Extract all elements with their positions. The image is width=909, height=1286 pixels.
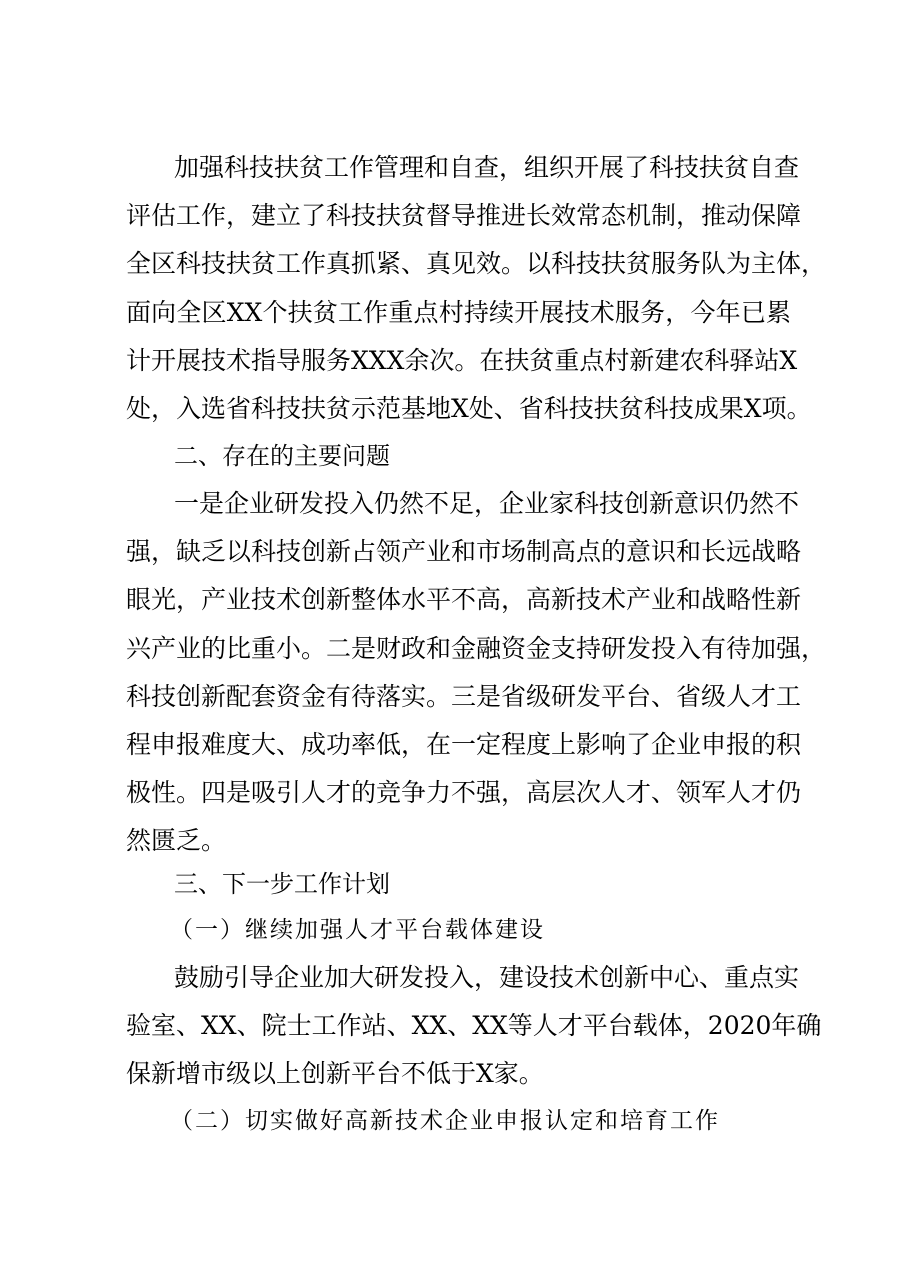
paragraph-line: 程申报难度大、成功率低，在一定程度上影响了企业申报的积: [126, 730, 802, 759]
section-heading: 三、下一步工作计划: [174, 870, 390, 898]
paragraph-line: 鼓励引导企业加大研发投入，建设技术创新中心、重点实: [174, 963, 800, 992]
paragraph-line: 兴产业的比重小。二是财政和金融资金支持研发投入有待加强，: [126, 634, 827, 663]
paragraph-line: 极性。四是吸引人才的竞争力不强，高层次人才、领军人才仍: [126, 778, 802, 807]
paragraph-line: 一是企业研发投入仍然不足，企业家科技创新意识仍然不: [174, 489, 800, 518]
paragraph-line: 评估工作，建立了科技扶贫督导推进长效常态机制，推动保障: [126, 201, 802, 230]
paragraph-line: 全区科技扶贫工作真抓紧、真见效。以科技扶贫服务队为主体，: [126, 249, 827, 278]
paragraph-line: 验室、XX、院士工作站、XX、XX等人才平台载体，2020年确: [126, 1011, 822, 1040]
paragraph-line: 面向全区XX个扶贫工作重点村持续开展技术服务，今年已累: [126, 298, 791, 327]
paragraph-line: 然匮乏。: [126, 826, 227, 855]
subsection-heading: （二）切实做好高新技术企业申报认定和培育工作: [170, 1108, 720, 1134]
paragraph-line: 计开展技术指导服务XXX余次。在扶贫重点村新建农科驿站X: [126, 346, 798, 375]
paragraph-line: 强，缺乏以科技创新占领产业和市场制高点的意识和长远战略: [126, 537, 802, 566]
subsection-heading: （一）继续加强人才平台载体建设: [170, 917, 545, 943]
paragraph-line: 加强科技扶贫工作管理和自查，组织开展了科技扶贫自查: [174, 153, 800, 182]
paragraph-line: 科技创新配套资金有待落实。三是省级研发平台、省级人才工: [126, 682, 802, 711]
section-heading: 二、存在的主要问题: [174, 442, 390, 470]
paragraph-line: 处，入选省科技扶贫示范基地X处、省科技扶贫科技成果X项。: [126, 394, 812, 423]
paragraph-line: 眼光，产业技术创新整体水平不高，高新技术产业和战略性新: [126, 585, 802, 614]
paragraph-line: 保新增市级以上创新平台不低于X家。: [126, 1059, 544, 1088]
